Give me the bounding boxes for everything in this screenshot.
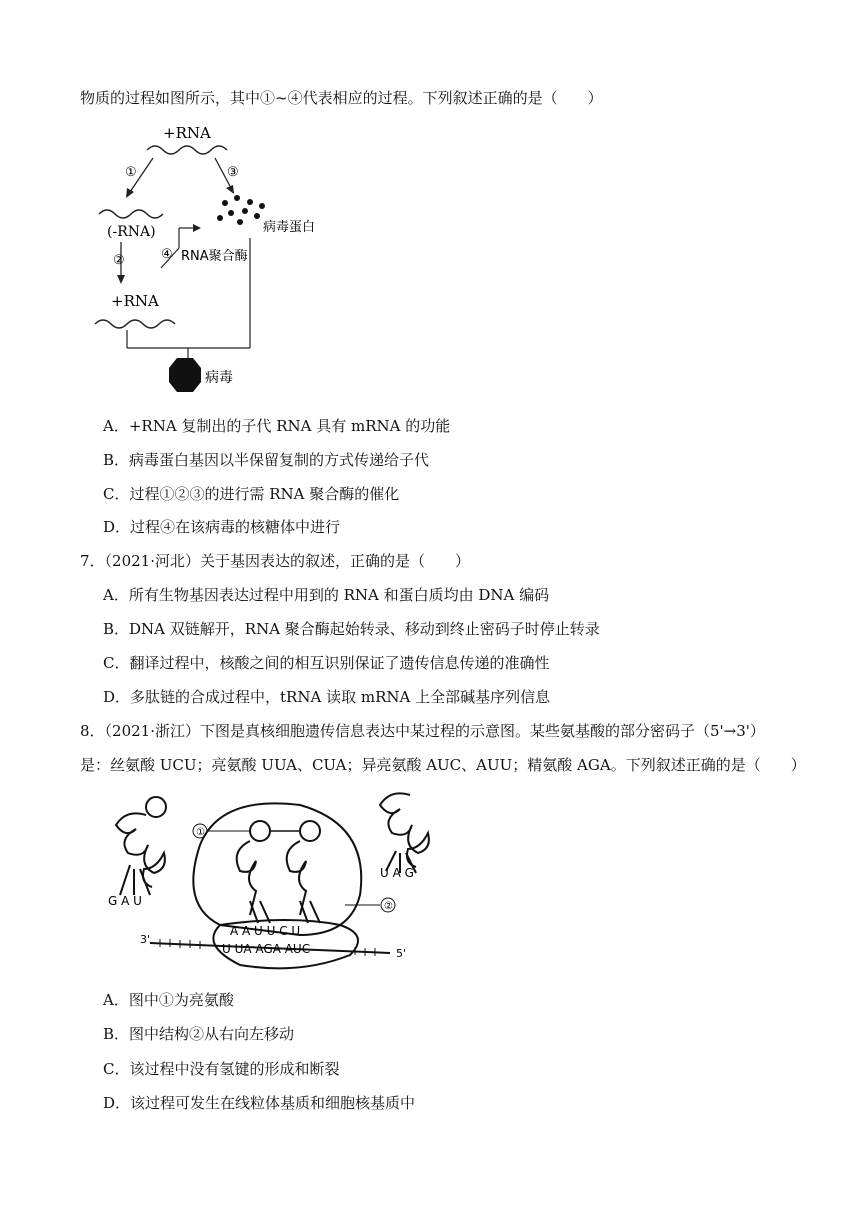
q7-option-a: A．所有生物基因表达过程中用到的 RNA 和蛋白质均由 DNA 编码 [103,586,550,604]
q8-anticodons-mid: A A U U C U [230,924,301,938]
q6-option-d: D．过程④在该病毒的核糖体中进行 [103,518,341,536]
q8-diagram [100,785,440,985]
q7-option-d: D．多肽链的合成过程中，tRNA 读取 mRNA 上全部碱基序列信息 [103,688,551,706]
q8-anticodon-right: U A G [380,866,414,880]
q6-stem: 物质的过程如图所示，其中①~④代表相应的过程。下列叙述正确的是（ ） [80,89,603,107]
q6-diagram [85,118,325,398]
q6-option-a: A．+RNA 复制出的子代 RNA 具有 mRNA 的功能 [103,417,451,435]
q6-virus-label: 病毒 [205,370,233,386]
q8-ribosome-large [193,803,361,935]
q8-option-b: B．图中结构②从右向左移动 [103,1025,295,1043]
q8-stem-line2: 是：丝氨酸 UCU；亮氨酸 UUA、CUA；异亮氨酸 AUC、AUU；精氨酸 AGA。下列叙述正确的是（ ） [80,756,806,774]
q8-option-a: A．图中①为亮氨酸 [103,991,234,1009]
q6-neg-rna-wave [99,210,163,218]
q8-stem-line1: 8．（2021·浙江）下图是真核细胞遗传信息表达中某过程的示意图。某些氨基酸的部分密码子（5'→3'） [80,722,765,740]
q6-protein-label: 病毒蛋白 [263,220,316,235]
q8-mrna-codons: U UA AGA AUC [222,942,311,956]
q8-mrna-3prime: 3' [140,933,151,946]
q6-neg-rna-label: (-RNA) [107,224,156,240]
q6-polymerase-label: RNA聚合酶 [181,249,248,264]
q6-option-b: B．病毒蛋白基因以半保留复制的方式传递给子代 [103,451,430,469]
q6-new-rna-wave [95,320,175,328]
q6-option-c: C．过程①②③的进行需 RNA 聚合酶的催化 [103,485,400,503]
q7-stem: 7．（2021·河北）关于基因表达的叙述，正确的是（ ） [80,552,470,570]
q8-label-2: ② [384,901,393,912]
q8-trna-left [116,797,166,895]
q6-virus-shape [169,358,201,392]
q6-step3: ③ [227,165,239,180]
q8-option-d: D．该过程可发生在线粒体基质和细胞核基质中 [103,1094,416,1112]
q8-trna-middle [237,841,320,923]
q8-option-c: C．该过程中没有氢键的形成和断裂 [103,1060,340,1078]
q6-step4: ④ [161,247,173,262]
q6-protein-dots [217,195,265,225]
q6-step2: ② [113,253,125,268]
q7-option-b: B．DNA 双链解开，RNA 聚合酶起始转录、移动到终止密码子时停止转录 [103,620,600,638]
q6-new-rna-label: +RNA [111,292,159,310]
q6-step1: ① [125,165,137,180]
q8-trna-right [380,793,429,873]
q8-label-1: ① [196,827,205,838]
q8-anticodon-left: G A U [108,894,142,908]
q6-top-rna-label: +RNA [163,124,211,142]
q6-top-rna-wave [147,146,227,154]
q7-option-c: C．翻译过程中，核酸之间的相互识别保证了遗传信息传递的准确性 [103,654,550,672]
q8-mrna-5prime: 5' [396,947,407,960]
